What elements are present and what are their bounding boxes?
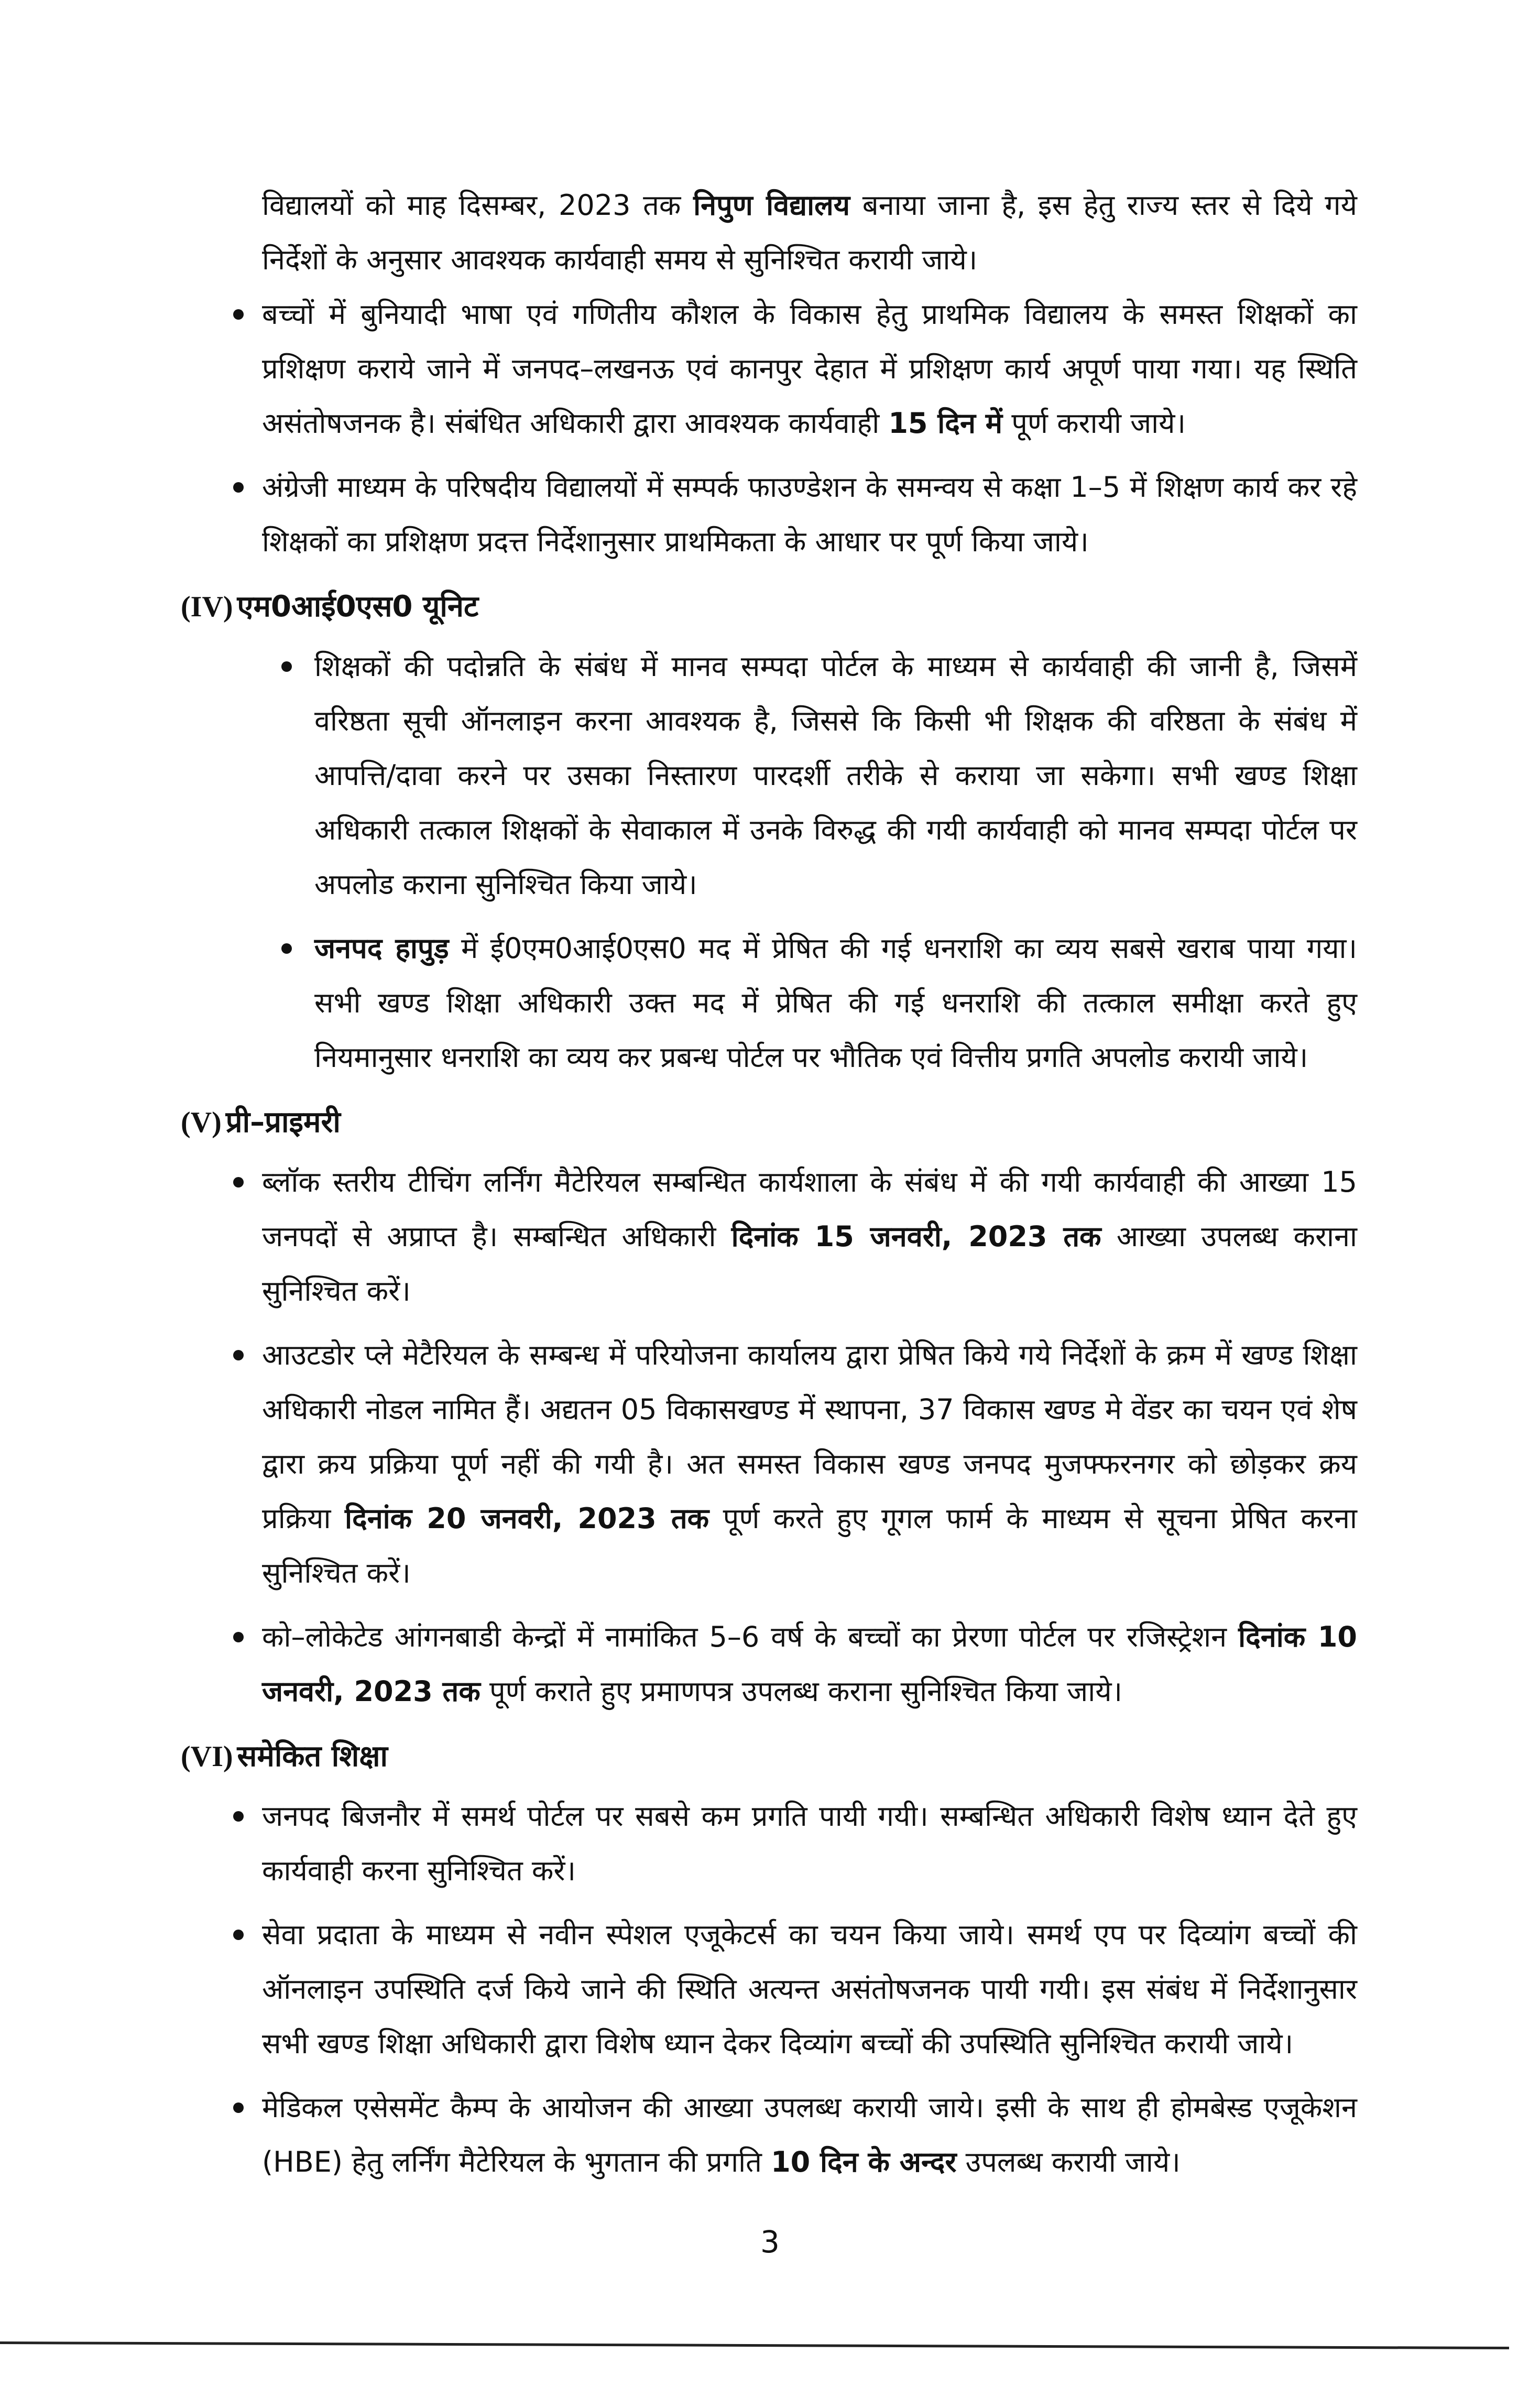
text-run: सेवा प्रदाता के माध्यम से नवीन स्पेशल एजूकेटर्स का चयन किया जाये। समर्थ एप पर दिव्यांग बच्चों की ऑनलाइन उपस्थिति दर्ज किये जाने की स्थिति अत्यन्त असंतोषजनक पायी गयी। इस संबंध में निर्देशानुसार सभी खण्ड शिक्षा अधिकारी द्वारा विशेष ध्यान देकर दिव्यांग बच्चों की उपस्थिति सुनिश्चित करायी जाये। [262,1918,1357,2060]
section-number: (IV) [181,591,233,623]
text-run: विद्यालयों को माह दिसम्बर, 2023 तक [262,189,694,222]
bullet-icon [233,1350,244,1360]
page-number: 3 [760,2224,780,2260]
section-bullet-list [181,1155,1357,1719]
list-item [181,1328,1357,1600]
bullet-icon [233,1177,244,1187]
bullet-icon [233,1930,244,1940]
bold-text-run: दिनांक 15 जनवरी, 2023 तक [731,1220,1101,1253]
list-item [181,1908,1357,2071]
list-item [181,921,1357,1085]
text-run: पूर्ण करायी जाये। [1002,407,1186,440]
text-run: आउटडोर प्ले मेटैरियल के सम्बन्ध में परियोजना कार्यालय द्वारा प्रेषित किये गये निर्देशों के क्रम में खण्ड शिक्षा अधिकारी नोडल नामित हैं। अद्यतन 05 विकासखण्ड में स्थापना, 37 विकास खण्ड मे वेंडर का चयन एवं शेष द्वारा क्रय प्रक्रिया पूर्ण नहीं की गयी है। अत समस्त विकास खण्ड जनपद मुजफ्फरनगर को छोड़कर क्रय प्रक्रिया [262,1338,1357,1535]
section-number: (VI) [181,1740,233,1773]
section-bullet-list [181,1789,1357,2189]
bold-text-run: 10 दिन के अन्दर [771,2145,957,2178]
text-run: में ई0एम0आई0एस0 मद में प्रेषित की गई धनराशि का व्यय सबसे खराब पाया गया। सभी खण्ड शिक्षा अधिकारी उक्त मद में प्रेषित की गई धनराशि की तत्काल समीक्षा करते हुए नियमानुसार धनराशि का व्यय कर प्रबन्ध पोर्टल पर भौतिक एवं वित्तीय प्रगति अपलोड करायी जाये। [314,932,1358,1074]
bullet-icon [233,309,244,320]
text-run: पूर्ण करते हुए गूगल फार्म के माध्यम से सूचना प्रेषित करना सुनिश्चित करें। [262,1502,1357,1589]
bold-text-run: दिनांक 20 जनवरी, 2023 तक [345,1502,709,1535]
text-run: आख्या उपलब्ध कराना सुनिश्चित करें। [262,1220,1357,1308]
section-title: समेकित शिक्षा [237,1739,388,1773]
list-item [181,1155,1357,1319]
text-run: उपलब्ध करायी जाये। [956,2145,1181,2178]
text-run: पूर्ण कराते हुए प्रमाणपत्र उपलब्ध कराना सुनिश्चित किया जाये। [480,1675,1122,1708]
list-item [181,2080,1357,2189]
section-title: एम0आई0एस0 यूनिट [237,590,479,624]
bold-text-run: दिनांक 10 जनवरी, 2023 तक [262,1620,1357,1708]
bullet-icon [281,661,292,672]
bullet-icon [233,1632,244,1642]
bullet-icon [233,2102,244,2113]
section-number: (V) [181,1106,222,1139]
text-run: जनपद बिजनौर में समर्थ पोर्टल पर सबसे कम प्रगति पायी गयी। सम्बन्धित अधिकारी विशेष ध्यान देते हुए कार्यवाही करना सुनिश्चित करें। [262,1800,1357,1887]
text-run: मेडिकल एसेसमेंट कैम्प के आयोजन की आख्या उपलब्ध करायी जाये। इसी के साथ ही होमबेस्ड एजूकेशन (HBE) हेतु लर्निंग मैटेरियल के भुगतान की प्रगति [262,2091,1357,2178]
text-run: अंग्रेजी माध्यम के परिषदीय विद्यालयों में सम्पर्क फाउण्डेशन के समन्वय से कक्षा 1–5 में शिक्षण कार्य कर रहे शिक्षकों का प्रशिक्षण प्रदत्त निर्देशानुसार प्राथमिकता के आधार पर पूर्ण किया जाये। [262,471,1357,558]
text-run: बनाया जाना है, इस हेतु राज्य स्तर से दिये गये निर्देशों के अनुसार आवश्यक कार्यवाही समय से सुनिश्चित करायी जाये। [262,189,1357,276]
list-item [181,639,1357,912]
bullet-icon [281,943,292,954]
intro-bullet-list [181,287,1357,569]
text-run: शिक्षकों की पदोन्नति के संबंध में मानव सम्पदा पोर्टल के माध्यम से कार्यवाही की जानी है, जिसमें वरिष्ठता सूची ऑनलाइन करना आवश्यक है, जिससे कि किसी भी शिक्षक की वरिष्ठता के संबंध में आपत्ति/दावा करने पर उसका निस्तारण पारदर्शी तरीके से कराया जा सकेगा। सभी खण्ड शिक्षा अधिकारी तत्काल शिक्षकों के सेवाकाल में उनके विरुद्ध की गयी कार्यवाही को मानव सम्पदा पोर्टल पर अपलोड कराना सुनिश्चित किया जाये। [314,650,1357,901]
text-run: ब्लॉक स्तरीय टीचिंग लर्निंग मैटेरियल सम्बन्धित कार्यशाला के संबंध में की गयी कार्यवाही की आख्या 15 जनपदों से अप्राप्त है। सम्बन्धित अधिकारी [262,1165,1357,1253]
intro-paragraph [262,178,1357,287]
section-heading-pre-primary [181,1096,1357,1149]
bold-text-run: जनपद हापुड़ [314,932,449,965]
section-heading-mis-unit [181,581,1357,633]
bold-text-run: निपुण विद्यालय [693,189,850,222]
list-item [181,1610,1357,1719]
document-body [181,178,1357,2189]
section-title: प्री–प्राइमरी [225,1105,341,1139]
list-item [181,1789,1357,1898]
section-heading-integrated-education [181,1730,1357,1783]
bold-text-run: 15 दिन में [888,407,1003,440]
text-run: को–लोकेटेड आंगनबाडी केन्द्रों में नामांकित 5–6 वर्ष के बच्चों का प्रेरणा पोर्टल पर रजिस्ट्रेशन [262,1620,1239,1653]
text-run: बच्चों में बुनियादी भाषा एवं गणितीय कौशल के विकास हेतु प्राथमिक विद्यालय के समस्त शिक्षकों का प्रशिक्षण कराये जाने में जनपद–लखनऊ एवं कानपुर देहात में प्रशिक्षण कार्य अपूर्ण पाया गया। यह स्थिति असंतोषजनक है। संबंधित अधिकारी द्वारा आवश्यक कार्यवाही [262,298,1357,440]
footer-divider [0,2341,1509,2349]
list-item [181,287,1357,451]
bullet-icon [233,1811,244,1822]
bullet-icon [233,482,244,493]
list-item [181,460,1357,569]
section-bullet-list [181,639,1357,1085]
